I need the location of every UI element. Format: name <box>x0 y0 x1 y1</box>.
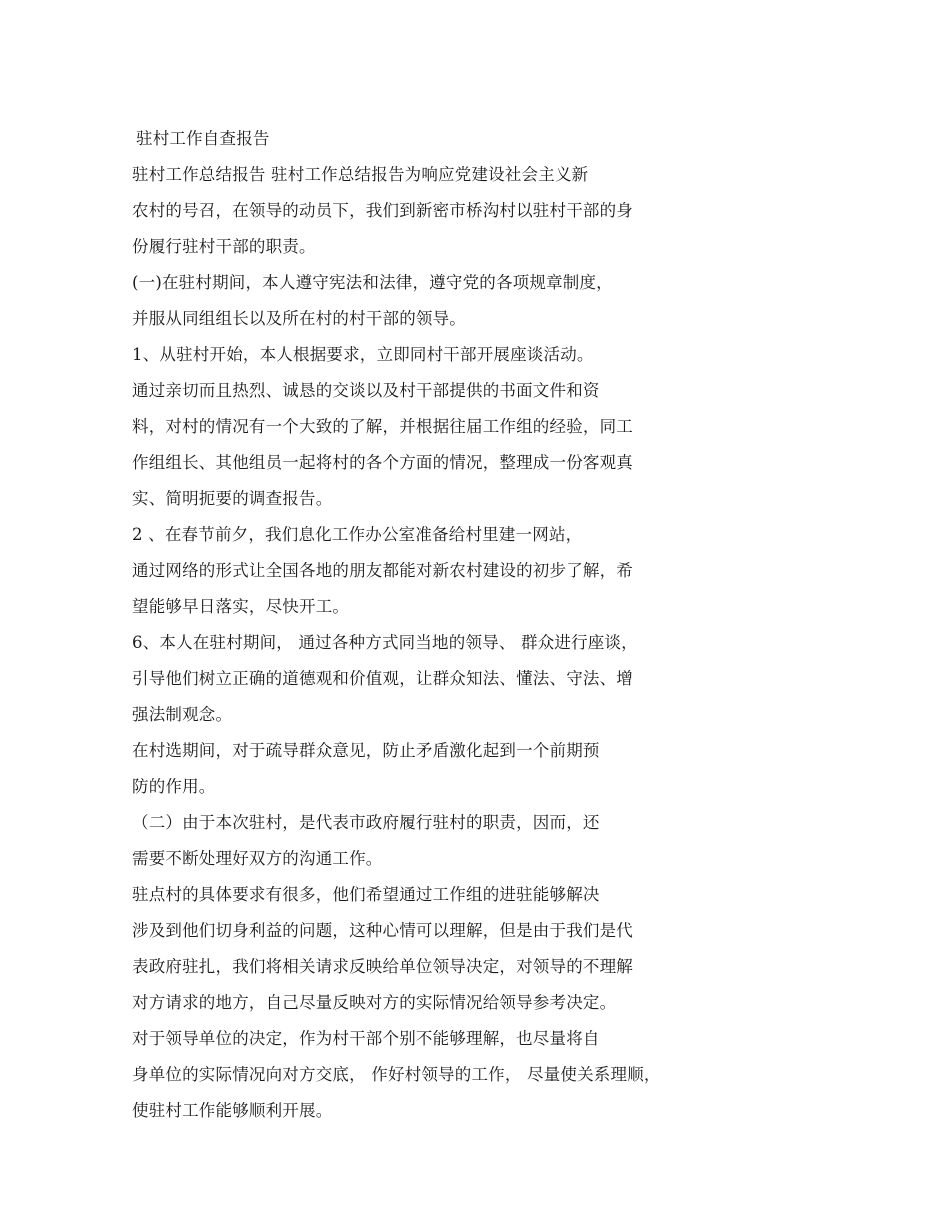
text-line: 并服从同组组长以及所在村的村干部的领导。 <box>132 309 466 328</box>
text-line: 在村选期间，对于疏导群众意见，防止矛盾激化起到一个前期预 <box>132 741 600 760</box>
text-line: 强法制观念。 <box>132 705 233 724</box>
document-title: 驻村工作自查报告 <box>136 129 270 148</box>
text-line: 通过网络的形式让全国各地的朋友都能对新农村建设的初步了解，希 <box>132 561 633 580</box>
text-line: (一)在驻村期间，本人遵守宪法和法律，遵守党的各项规章制度， <box>132 273 613 292</box>
text-line: 作组组长、其他组员一起将村的各个方面的情况，整理成一份客观真 <box>132 453 633 472</box>
text-line: 望能够早日落实，尽快开工。 <box>132 597 350 616</box>
text-line: 1、从驻村开始，本人根据要求，立即同村干部开展座谈活动。 <box>132 345 594 364</box>
text-line: 2 、在春节前夕，我们息化工作办公室准备给村里建一网站， <box>132 525 583 544</box>
text-line: 表政府驻扎，我们将相关请求反映给单位领导决定，对领导的不理解 <box>132 957 633 976</box>
text-line: 料，对村的情况有一个大致的了解，并根据往届工作组的经验，同工 <box>132 417 633 436</box>
text-line: 使驻村工作能够顺利开展。 <box>132 1101 333 1120</box>
text-line: 驻村工作总结报告 驻村工作总结报告为响应党建设社会主义新 <box>132 165 589 184</box>
text-line: 农村的号召，在领导的动员下，我们到新密市桥沟村以驻村干部的身 <box>132 201 633 220</box>
document-body <box>132 121 752 1129</box>
text-line: 份履行驻村干部的职责。 <box>132 237 316 256</box>
text-line: 驻点村的具体要求有很多，他们希望通过工作组的进驻能够解决 <box>132 885 600 904</box>
text-line: （二）由于本次驻村，是代表市政府履行驻村的职责，因而，还 <box>132 813 600 832</box>
text-line: 对于领导单位的决定，作为村干部个别不能够理解，也尽量将自 <box>132 1029 600 1048</box>
text-line: 引导他们树立正确的道德观和价值观，让群众知法、懂法、守法、增 <box>132 669 633 688</box>
text-line: 需要不断处理好双方的沟通工作。 <box>132 849 383 868</box>
text-line: 防的作用。 <box>132 777 216 796</box>
text-line: 涉及到他们切身利益的问题，这种心情可以理解，但是由于我们是代 <box>132 921 633 940</box>
text-line: 实、简明扼要的调查报告。 <box>132 489 333 508</box>
text-line: 6、本人在驻村期间， 通过各种方式同当地的领导、 群众进行座谈， <box>132 633 638 652</box>
text-line: 身单位的实际情况向对方交底， 作好村领导的工作， 尽量使关系理顺， <box>132 1065 661 1084</box>
text-line: 通过亲切而且热烈、诚恳的交谈以及村干部提供的书面文件和资 <box>132 381 600 400</box>
text-line: 对方请求的地方，自己尽量反映对方的实际情况给领导参考决定。 <box>132 993 617 1012</box>
